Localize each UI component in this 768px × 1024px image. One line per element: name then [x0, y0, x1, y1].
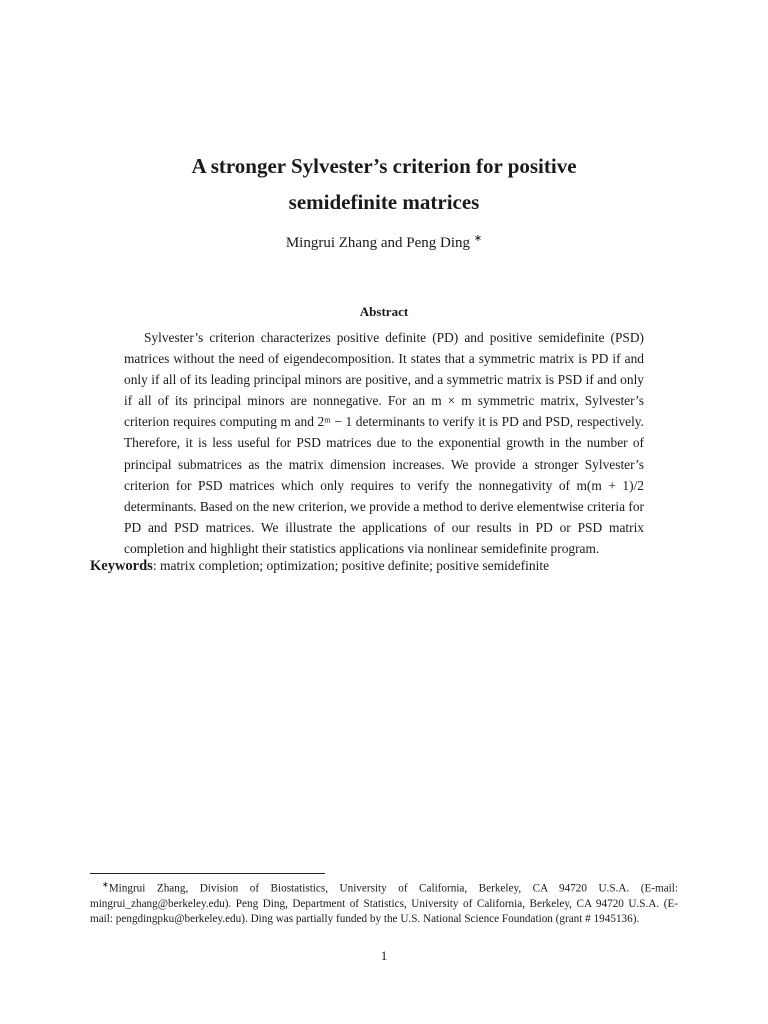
author-line: [90, 233, 678, 252]
title-line-1: A stronger Sylvester’s criterion for positive: [191, 154, 577, 178]
keywords-line: [90, 558, 678, 575]
abstract-text: Sylvester’s criterion characterizes positive definite (PD) and positive semidefinite (PSD) matrices without the need of eigendecomposition. It states that a symmetric matrix is PD if and only if all of its leading principal minors are positive, and a symmetric matrix is PSD if and only if all of its principal minors are nonnegative. For an m × m symmetric matrix, Sylvester’s criterion requires computing m and 2ᵐ − 1 determinants to verify it is PD and PSD, respectively. Therefore, it is less useful for PSD matrices due to the exponential growth in the number of principal submatrices as the matrix dimension increases. We provide a stronger Sylvester’s criterion for PSD matrices which only requires to verify the nonnegativity of m(m + 1)/2 determinants. Based on the new criterion, we provide a method to derive elementwise criteria for PD and PSD matrices. We illustrate the applications of our results in PD or PSD matrix completion and highlight their statistics applications via nonlinear semidefinite program.: [124, 330, 644, 556]
paper-title: [90, 148, 678, 220]
footnote: [90, 877, 678, 927]
page-number: 1: [380, 948, 388, 963]
footnote-mark: ∗: [102, 880, 109, 889]
abstract-heading: Abstract: [359, 304, 409, 319]
footnote-text: Mingrui Zhang, Division of Biostatistics, University of California, Berkeley, CA 94720 U.S.A. (E-mail: mingrui_zhang@berkeley.edu). Peng Ding, Department of Statistics, University of California, Berkeley, CA 94720 U.S.A. (E-mail: pengdingpku@berkeley.edu). Ding was partially funded by the U.S. National Science Foundation (grant # 1945136).: [90, 882, 678, 926]
author-names: Mingrui Zhang and Peng Ding: [285, 235, 470, 251]
footnote-rule: [90, 873, 325, 874]
keywords-list: : matrix completion; optimization; positive definite; positive semidefinite: [152, 558, 550, 573]
keywords-label: Keywords: [90, 558, 153, 574]
author-footnote-mark: ∗: [473, 233, 483, 244]
title-line-2: semidefinite matrices: [288, 190, 480, 214]
